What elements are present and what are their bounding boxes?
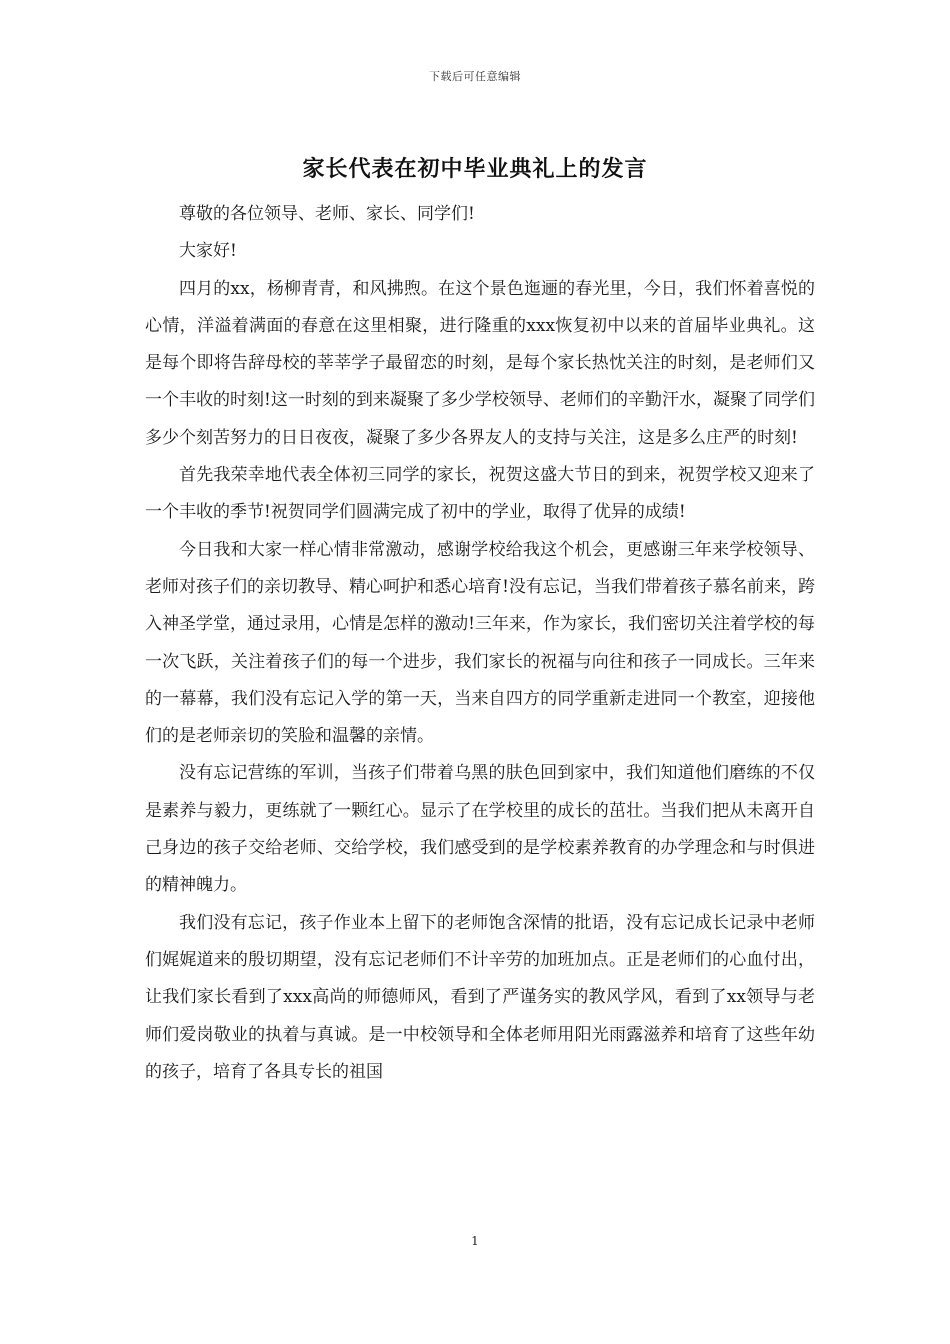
greeting-paragraph: 大家好!: [179, 241, 237, 262]
page-title: 家长代表在初中毕业典礼上的发言: [302, 156, 648, 182]
salutation-paragraph: 尊敬的各位领导、老师、家长、同学们!: [179, 204, 475, 224]
body-paragraph: 首先我荣幸地代表全体初三同学的家长，祝贺这盛大节日的到来，祝贺学校又迎来了一个丰收的季节!祝贺同学们圆满完成了初中的学业，取得了优异的成绩!: [145, 465, 815, 523]
body-paragraph: 没有忘记营练的军训，当孩子们带着乌黑的肤色回到家中，我们知道他们磨练的不仅是素养与毅力，更练就了一颗红心。显示了在学校里的成长的茁壮。当我们把从未离开自己身边的孩子交给老师、交给学校，我们感受到的是学校素养教育的办学理念和与时俱进的精神魄力。: [145, 763, 815, 896]
body-paragraph: 今日我和大家一样心情非常激动，感谢学校给我这个机会，更感谢三年来学校领导、老师对孩子们的亲切教导、精心呵护和悉心培育!没有忘记，当我们带着孩子慕名前来，跨入神圣学堂，通过录用，心情是怎样的激动!三年来，作为家长，我们密切关注着学校的每一次飞跃，关注着孩子们的每一个进步，我们家长的祝福与向往和孩子一同成长。三年来的一幕幕，我们没有忘记入学的第一天，当来自四方的同学重新走进同一个教室，迎接他们的是老师亲切的笑脸和温馨的亲情。: [145, 539, 815, 747]
page-number: 1: [471, 1234, 479, 1248]
body-paragraph: 四月的xx，杨柳青青，和风拂煦。在这个景色迤逦的春光里，今日，我们怀着喜悦的心情，洋溢着满面的春意在这里相聚，进行隆重的xxx恢复初中以来的首届毕业典礼。这是每个即将告辞母校的莘莘学子最留恋的时刻，是每个家长热忱关注的时刻，是老师们又一个丰收的时刻!这一时刻的到来凝聚了多少学校领导、老师们的辛勤汗水，凝聚了同学们多少个刻苦努力的日日夜夜，凝聚了多少各界友人的支持与关注，这是多么庄严的时刻!: [145, 278, 815, 448]
body-paragraph: 我们没有忘记，孩子作业本上留下的老师饱含深情的批语，没有忘记成长记录中老师们娓娓道来的殷切期望，没有忘记老师们不计辛劳的加班加点。正是老师们的心血付出，让我们家长看到了xxx高尚的师德师风，看到了严谨务实的教风学风，看到了xx领导与老师们爱岗敬业的执着与真诚。是一中校领导和全体老师用阳光雨露滋养和培育了这些年幼的孩子，培育了各具专长的祖国: [145, 912, 815, 1082]
header-note: 下载后可任意编辑: [429, 70, 521, 83]
document-body: [145, 196, 815, 1091]
